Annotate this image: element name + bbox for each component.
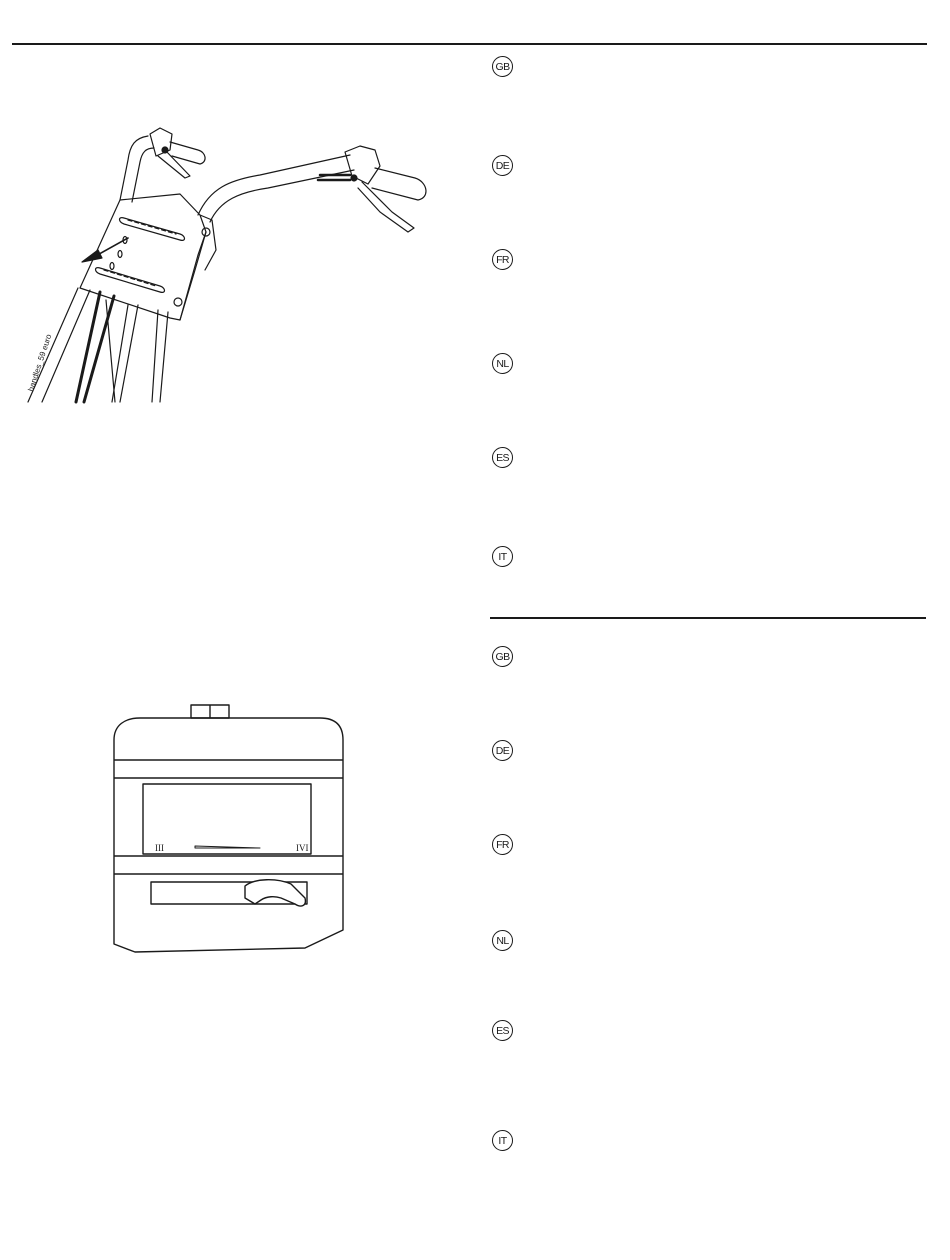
control-panel-illustration [105,700,355,960]
language-badge: GB [492,646,513,667]
language-badge: IT [492,546,513,567]
language-badge: IT [492,1130,513,1151]
handle-caption: handles_59 euro [26,333,54,393]
language-badge: FR [492,834,513,855]
language-badge: ES [492,447,513,468]
language-badge: GB [492,56,513,77]
top-divider [12,43,927,45]
language-badge: NL [492,353,513,374]
handle-illustration [20,120,440,405]
language-badge: FR [492,249,513,270]
panel-mark-right: IVI [296,843,309,853]
language-badge: DE [492,740,513,761]
language-badge: ES [492,1020,513,1041]
language-badge: NL [492,930,513,951]
panel-mark-left: III [155,843,164,853]
section-divider [490,617,926,619]
language-badge: DE [492,155,513,176]
